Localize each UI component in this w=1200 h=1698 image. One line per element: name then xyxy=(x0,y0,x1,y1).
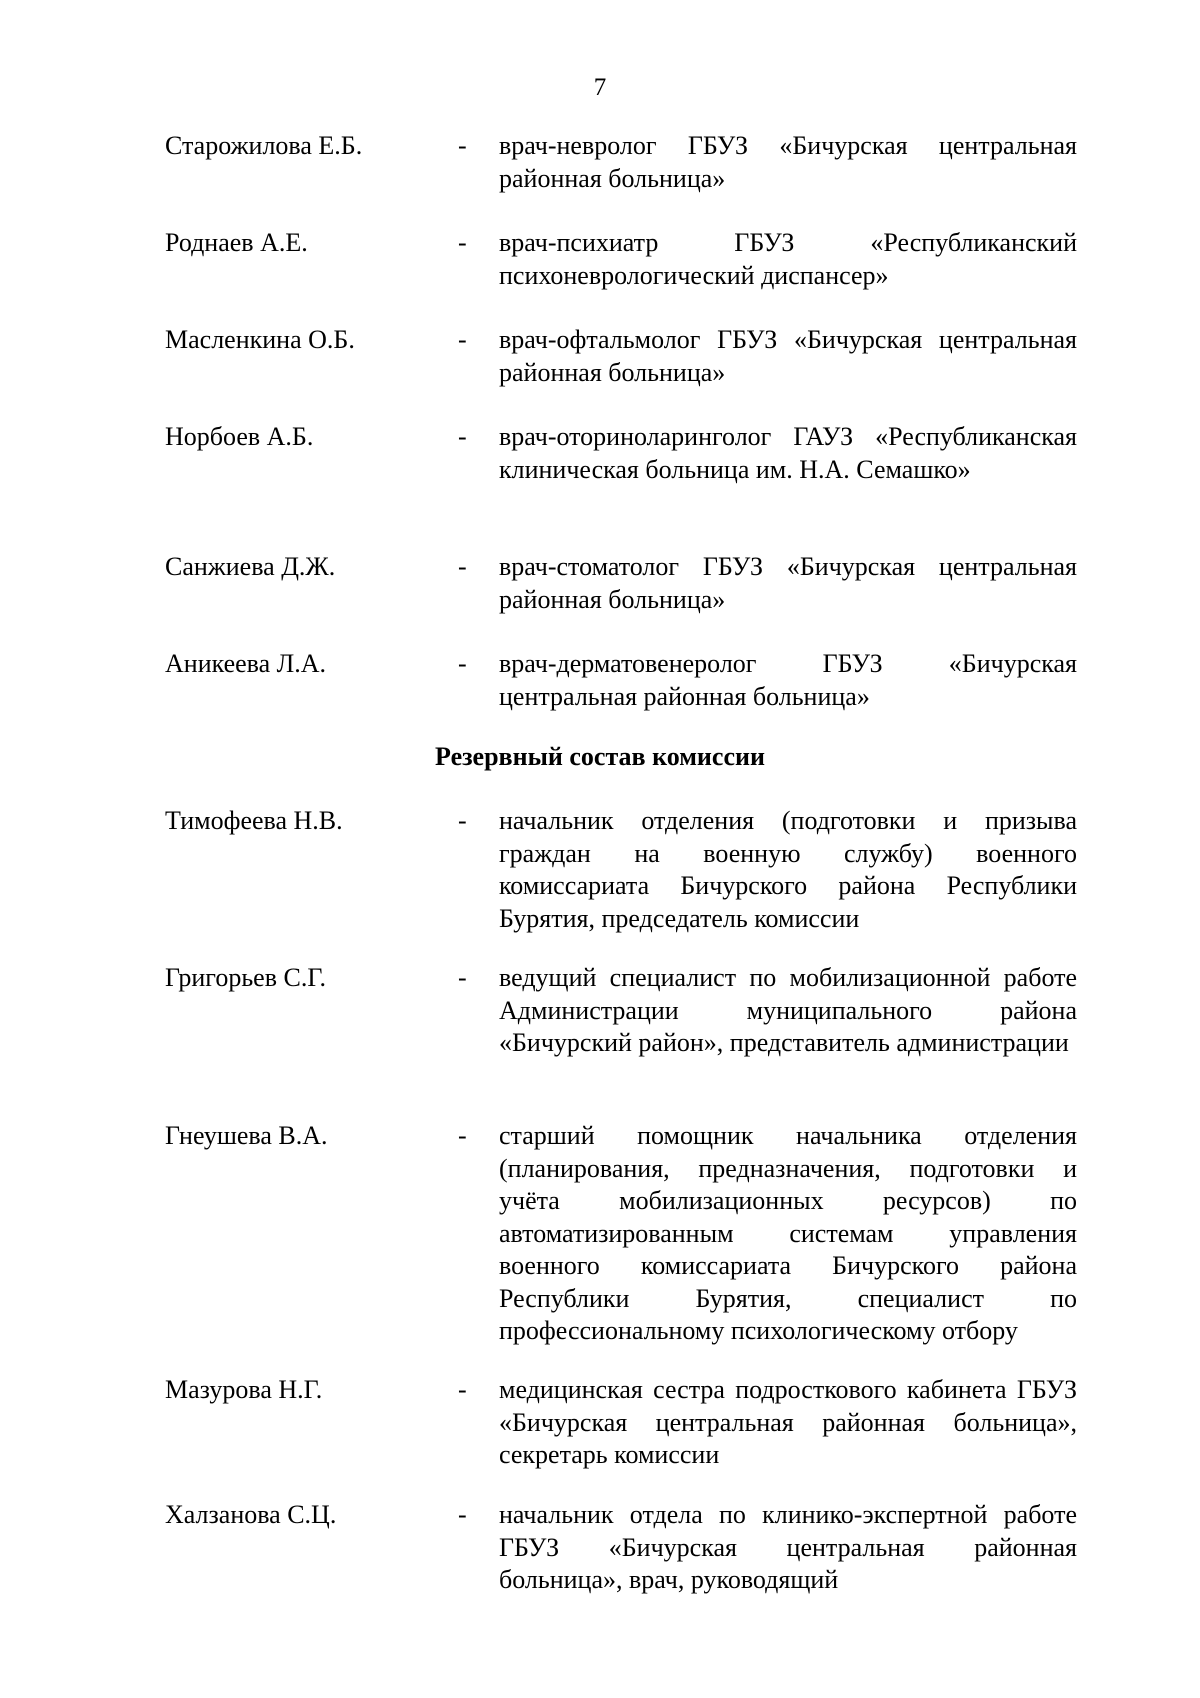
dash-separator: - xyxy=(458,806,467,835)
dash-separator: - xyxy=(458,131,467,160)
member-name: Аникеева Л.А. xyxy=(165,649,327,678)
member-name: Старожилова Е.Б. xyxy=(165,131,363,160)
member-position: медицинская сестра подросткового кабинета ГБУЗ «Бичурская центральная районная больница», секретарь комиссии xyxy=(499,1375,1077,1469)
member-position: врач-невролог ГБУЗ «Бичурская центральная районная больница» xyxy=(499,131,1077,193)
reserve-heading: Резервный состав комиссии xyxy=(435,742,765,771)
dash-separator: - xyxy=(458,325,467,354)
dash-separator: - xyxy=(458,1375,467,1404)
member-position: врач-психиатр ГБУЗ «Республиканский психоневрологический диспансер» xyxy=(499,228,1077,290)
member-name: Санжиева Д.Ж. xyxy=(165,552,336,581)
member-position: ведущий специалист по мобилизационной работе Администрации муниципального района «Бичурский район», представитель администрации xyxy=(499,963,1077,1057)
member-name: Норбоев А.Б. xyxy=(165,422,314,451)
member-name: Григорьев С.Г. xyxy=(165,963,326,992)
member-position: начальник отделения (подготовки и призыва граждан на военную службу) военного комиссариата Бичурского района Республики Бурятия, председатель комиссии xyxy=(499,806,1077,933)
member-name: Роднаев А.Е. xyxy=(165,228,308,257)
dash-separator: - xyxy=(458,1500,467,1529)
member-name: Масленкина О.Б. xyxy=(165,325,355,354)
member-name: Гнеушева В.А. xyxy=(165,1121,328,1150)
dash-separator: - xyxy=(458,422,467,451)
member-name: Тимофеева Н.В. xyxy=(165,806,343,835)
dash-separator: - xyxy=(458,649,467,678)
member-position: врач-офтальмолог ГБУЗ «Бичурская центральная районная больница» xyxy=(499,325,1077,387)
member-name: Халзанова С.Ц. xyxy=(165,1500,337,1529)
member-position: врач-стоматолог ГБУЗ «Бичурская центральная районная больница» xyxy=(499,552,1077,614)
member-position: начальник отдела по клинико-экспертной работе ГБУЗ «Бичурская центральная районная больница», врач, руководящий xyxy=(499,1500,1077,1594)
dash-separator: - xyxy=(458,552,467,581)
dash-separator: - xyxy=(458,1121,467,1150)
page-number: 7 xyxy=(593,74,607,101)
member-name: Мазурова Н.Г. xyxy=(165,1375,323,1404)
member-position: врач-оториноларинголог ГАУЗ «Республиканская клиническая больница им. Н.А. Семашко» xyxy=(499,422,1077,484)
member-position: врач-дерматовенеролог ГБУЗ «Бичурская центральная районная больница» xyxy=(499,649,1077,711)
member-position: старший помощник начальника отделения (планирования, предназначения, подготовки и учёта мобилизационных ресурсов) по автоматизированным системам управления военного комиссариата Бичурского района Республики Бурятия, специалист по профессиональному психологическому отбору xyxy=(499,1121,1077,1345)
dash-separator: - xyxy=(458,963,467,992)
dash-separator: - xyxy=(458,228,467,257)
